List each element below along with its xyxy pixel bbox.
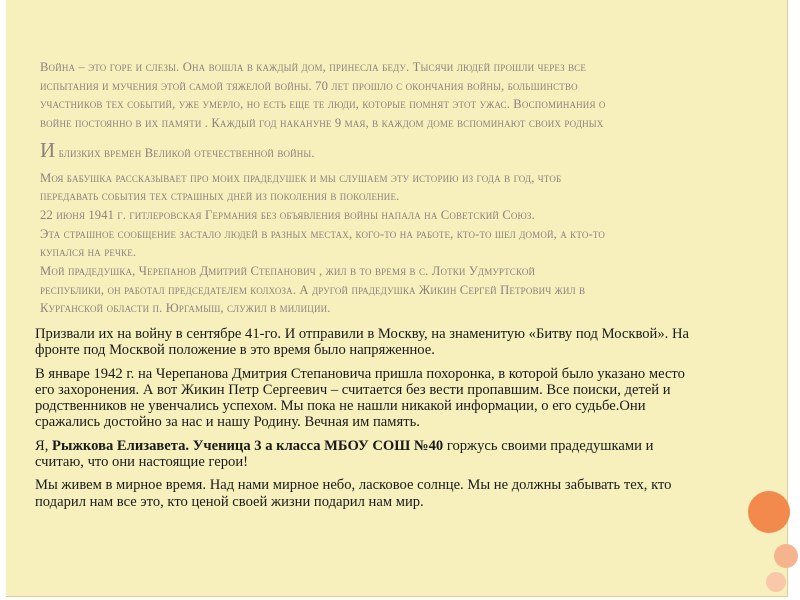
war-start-line: 22 июня 1941 г. гитлеровская Германия без объявления войны напала на Советский Союз. <box>40 207 535 222</box>
intro-line: близких времен Великой отечественной войны. <box>55 145 315 160</box>
intro-line: участников тех событий, уже умерло, но есть еще те люди, которые помнят этот ужас. Воспоминания о <box>40 97 606 112</box>
grandmother-paragraph <box>40 169 678 206</box>
intro-line: испытания и мучения этой самой тяжелой войны. 70 лет прошло с окончания войны, большинство <box>40 78 578 93</box>
great-grandfathers-paragraph <box>40 262 678 318</box>
intro-paragraph <box>40 58 678 133</box>
news-line: Эта страшное сообщение застало людей в разных местах, кого-то на работе, кто-то шел домой, а кто-то <box>40 226 606 241</box>
intro-text-block <box>40 58 678 318</box>
great-grandfathers-line: Курганской области п. Юргамыш, служил в милиции. <box>40 301 331 316</box>
grandmother-line: передавать события тех страшных дней из поколения в поколение. <box>40 189 400 204</box>
news-line: купался на речке. <box>40 245 137 260</box>
story-text-block <box>35 326 700 510</box>
author-prefix: Я, <box>35 437 53 454</box>
conscription-paragraph: Призвали их на войну в сентябре 41-го. И отправили в Москву, на знаменитую «Битву под Москвой». На фронте под Москвой положение в это время было напряженное. <box>35 326 689 359</box>
decorative-peach-circle <box>774 544 798 568</box>
author-name: Рыжкова Елизавета. Ученица 3 а класса МБОУ СОШ №40 <box>52 437 444 454</box>
great-grandfathers-line: республики, он работал председателем колхоза. А другой прадедушка Жикин Сергей Петрович жил в <box>40 282 586 297</box>
decorative-peach-circle-small <box>766 572 786 592</box>
intro-line: Война – это горе и слезы. Она вошла в каждый дом, принесла беду. Тысячи людей прошли через все <box>40 60 587 74</box>
fate-paragraph: В январе 1942 г. на Черепанова Дмитрия Степановича пришла похоронка, в которой было указано место его захоронения. А вот Жикин Петр Сергеевич – считается без вести пропавшим. Все поиски, детей и родственников не увенчались успехом. Мы пока не нашли никакой информации, о его судьбе.Они сражались достойно за нас и нашу Родину. Вечная им память. <box>35 365 685 431</box>
intro-line: войне постоянно в их памяти . Каждый год накануне 9 мая, в каждом доме вспоминают своих родных <box>40 116 604 131</box>
great-grandfathers-line: Мой прадедушка, Черепанов Дмитрий Степанович , жил в то время в с. Лотки Удмуртской <box>40 264 536 279</box>
grandmother-line: Моя бабушка рассказывает про моих прадедушек и мы слушаем эту историю из года в год, чтоб <box>40 170 562 185</box>
news-paragraph <box>40 225 678 262</box>
author-suffix: горжусь своими прадедушками и считаю, что они настоящие герои! <box>35 437 654 471</box>
intro-paragraph-end <box>40 137 678 163</box>
drop-initial: И <box>40 137 56 162</box>
author-paragraph <box>35 438 700 471</box>
peace-paragraph: Мы живем в мирное время. Над нами мирное небо, ласковое солнце. Мы не должны забывать тех, кто подарил нам все это, кто ценой своей жизни подарил нам мир. <box>35 477 672 510</box>
war-start-paragraph <box>40 206 678 225</box>
decorative-orange-circle <box>748 491 790 533</box>
